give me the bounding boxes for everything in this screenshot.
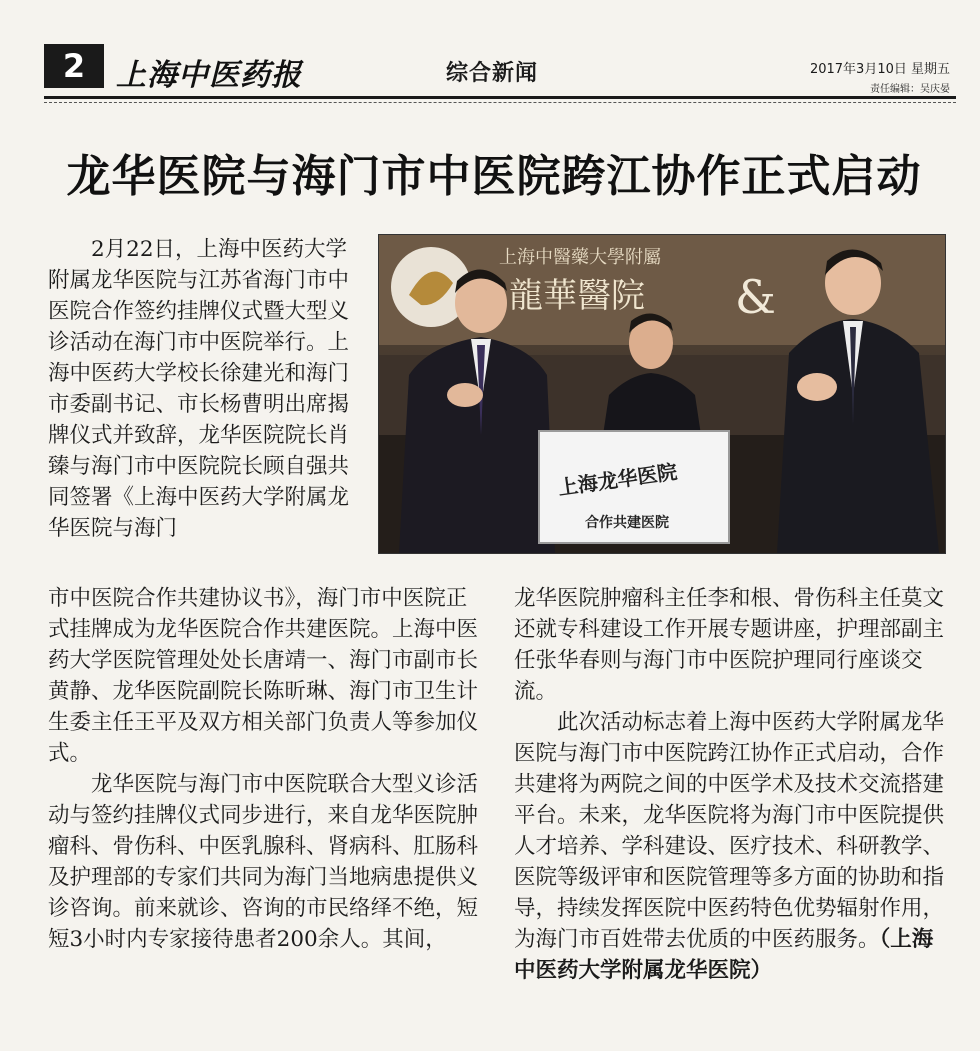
article-source: （上海中医药大学附属龙华医院） (514, 927, 934, 983)
paragraph-3 (514, 707, 944, 986)
page-number: 2 (44, 44, 104, 88)
paragraph-2-continued: 龙华医院肿瘤科主任李和根、骨伤科主任莫文还就专科建设工作开展专题讲座，护理部副主任张华春则与海门市中医院护理同行座谈交流。 (514, 586, 945, 704)
paragraph-3-text: 此次活动标志着上海中医药大学附属龙华医院与海门市中医院跨江协作正式启动，合作共建将为两院之间的中医学术及技术交流搭建平台。未来，龙华医院将为海门市中医院提供人才培养、学科建设、医疗技术、科研教学、医院等级评审和医院管理等多方面的协助和指导，持续发挥医院中医药特色优势辐射作用，为海门市百姓带去优质的中医药服务。 (514, 710, 945, 952)
plaque-subtitle: 合作共建医院 (585, 515, 669, 531)
issue-date: 2017年3月10日 星期五 (809, 62, 950, 77)
paragraph-1-end: 市中医院合作共建协议书》，海门市中医院正式挂牌成为龙华医院合作共建医院。上海中医药大学医院管理处处长唐靖一、海门市副市长黄静、龙华医院副院长陈昕琳、海门市卫生计生委主任王平及双方相关部门负责人等参加仪式。 (48, 586, 479, 766)
newspaper-name: 上海中医药报 (116, 58, 302, 93)
article-column-right (514, 583, 944, 986)
editor-credit: 责任编辑：吴庆晏 (870, 84, 950, 95)
banner-line-1: 上海中醫藥大學附屬 (499, 247, 661, 268)
event-photo (378, 234, 946, 554)
article-column-left-top (48, 234, 366, 544)
article-column-left-bottom (48, 583, 488, 955)
paragraph-2: 龙华医院与海门市中医院联合大型义诊活动与签约挂牌仪式同步进行，来自龙华医院肿瘤科、骨伤科、中医乳腺科、肾病科、肛肠科及护理部的专家们共同为海门当地病患提供义诊咨询。前来就诊、咨询的市民络绎不绝，短短3小时内专家接待患者200余人。其间， (48, 772, 479, 952)
masthead-dashed-rule (44, 102, 956, 103)
banner-line-2: 龍華醫院 (509, 276, 645, 316)
section-title: 综合新闻 (446, 61, 539, 86)
article-headline: 龙华医院与海门市中医院跨江协作正式启动 (66, 151, 922, 202)
masthead-rule (44, 96, 956, 99)
banner-ampersand: & (735, 270, 776, 324)
paragraph-1-start: 2月22日，上海中医药大学附属龙华医院与江苏省海门市中医院合作签约挂牌仪式暨大型义诊活动在海门市中医院举行。上海中医药大学校长徐建光和海门市委副书记、市长杨曹明出席揭牌仪式并致辞，龙华医院院长肖臻与海门市中医院院长顾自强共同签署《上海中医药大学附属龙华医院与海门 (48, 237, 350, 541)
plaque-name: 上海龙华医院 (556, 459, 679, 500)
